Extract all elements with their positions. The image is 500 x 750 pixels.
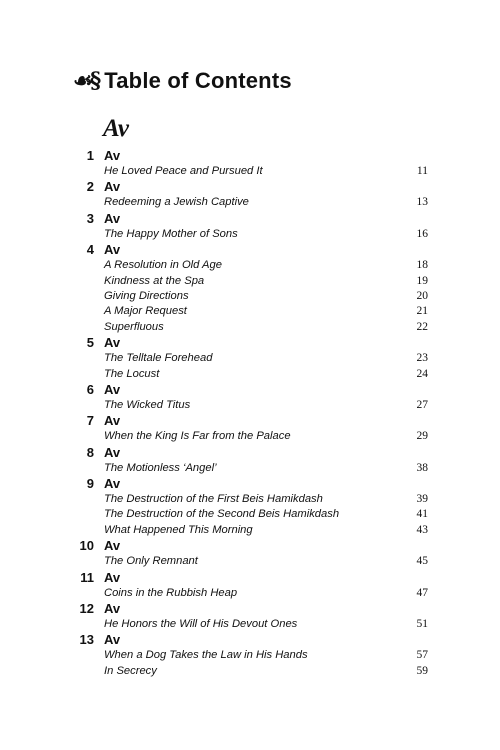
toc-entry[interactable] — [0, 554, 500, 569]
entry-title: When the King Is Far from the Palace — [104, 430, 291, 443]
entry-title: The Destruction of the First Beis Hamikdash — [104, 493, 323, 506]
day-month-label: Av — [104, 444, 121, 460]
entry-page-number: 24 — [416, 367, 428, 380]
toc-entry[interactable] — [0, 289, 500, 304]
entry-page-number: 21 — [416, 305, 428, 318]
entry-title: Giving Directions — [104, 289, 189, 302]
day-heading — [0, 211, 500, 227]
day-month-label: Av — [104, 179, 121, 195]
entry-title: The Motionless ‘Angel’ — [104, 461, 217, 474]
toc-entry[interactable] — [0, 320, 500, 335]
day-month-label: Av — [104, 210, 121, 226]
day-number: 10 — [79, 538, 94, 554]
day-heading — [0, 335, 500, 351]
toc-entry[interactable] — [0, 351, 500, 366]
day-month-label: Av — [104, 569, 121, 585]
toc-entry[interactable] — [0, 367, 500, 382]
day-number: 5 — [86, 335, 94, 351]
entry-page-number: 20 — [416, 289, 428, 302]
day-number: 11 — [80, 569, 94, 585]
entry-title: When a Dog Takes the Law in His Hands — [104, 649, 308, 662]
day-month-label: Av — [104, 476, 121, 492]
day-month-label: Av — [104, 148, 121, 163]
day-number: 9 — [86, 476, 94, 492]
entry-title: The Locust — [104, 367, 160, 380]
day-number: 8 — [86, 444, 94, 460]
day-month-label: Av — [104, 335, 121, 351]
day-number: 3 — [86, 210, 94, 226]
day-heading — [0, 570, 500, 586]
entry-title: He Loved Peace and Pursued It — [104, 165, 263, 177]
day-heading — [0, 413, 500, 429]
day-number: 6 — [86, 381, 94, 397]
day-heading — [0, 601, 500, 617]
entry-page-number: 43 — [416, 523, 428, 536]
entry-page-number: 29 — [416, 430, 428, 443]
entry-page-number: 47 — [416, 586, 428, 599]
toc-entry[interactable] — [0, 664, 500, 679]
entry-page-number: 18 — [416, 259, 428, 272]
toc-entry[interactable] — [0, 274, 500, 289]
toc-entry[interactable] — [0, 258, 500, 273]
entry-page-number: 13 — [416, 196, 428, 209]
page-header — [73, 70, 292, 92]
entry-page-number: 16 — [416, 227, 428, 240]
entry-page-number: 38 — [416, 461, 428, 474]
day-month-label: Av — [104, 242, 121, 258]
entry-title: Kindness at the Spa — [104, 274, 205, 287]
day-heading — [0, 242, 500, 258]
day-heading — [0, 538, 500, 554]
entry-title: The Wicked Titus — [104, 398, 191, 411]
day-month-label: Av — [104, 632, 121, 648]
entry-title: A Resolution in Old Age — [104, 259, 222, 272]
toc-entry[interactable] — [0, 461, 500, 476]
day-heading — [0, 148, 500, 164]
entry-title: Coins in the Rubbish Heap — [104, 586, 238, 599]
toc-entry[interactable] — [0, 492, 500, 507]
day-heading — [0, 476, 500, 492]
day-heading — [0, 632, 500, 648]
toc-entry[interactable] — [0, 398, 500, 413]
entry-page-number: 23 — [416, 352, 428, 365]
toc-entry[interactable] — [0, 617, 500, 632]
toc-entry[interactable] — [0, 304, 500, 319]
day-heading — [0, 382, 500, 398]
entry-page-number: 51 — [416, 618, 428, 631]
entry-page-number: 22 — [416, 320, 428, 333]
toc-entry[interactable] — [0, 164, 500, 179]
day-month-label: Av — [104, 601, 121, 617]
entry-title: Superfluous — [104, 320, 164, 333]
toc-entry[interactable] — [0, 195, 500, 210]
fleuron-ornament-icon: ☙§ — [73, 68, 99, 94]
day-number: 4 — [86, 242, 94, 258]
day-number: 12 — [79, 601, 94, 617]
entry-title: He Honors the Will of His Devout Ones — [104, 618, 298, 631]
entry-title: The Destruction of the Second Beis Hamikdash — [104, 508, 340, 521]
entry-page-number: 57 — [416, 649, 428, 662]
day-number: 2 — [86, 179, 94, 195]
toc-entry[interactable] — [0, 586, 500, 601]
day-number: 1 — [86, 148, 94, 163]
entry-page-number: 45 — [416, 555, 428, 568]
toc-entry[interactable] — [0, 429, 500, 444]
entry-title: In Secrecy — [104, 664, 157, 677]
day-number: 13 — [79, 632, 94, 648]
entry-page-number: 59 — [416, 664, 428, 677]
page-title: Table of Contents — [104, 68, 292, 93]
toc-entry[interactable] — [0, 507, 500, 522]
entry-title: The Happy Mother of Sons — [104, 227, 238, 240]
entry-title: The Telltale Forehead — [104, 352, 213, 365]
entry-page-number: 41 — [416, 508, 428, 521]
day-month-label: Av — [104, 413, 121, 429]
entry-page-number: 39 — [416, 493, 428, 506]
entry-title: The Only Remnant — [104, 555, 198, 568]
toc-entry[interactable] — [0, 648, 500, 663]
entry-title: A Major Request — [104, 305, 187, 318]
day-heading — [0, 179, 500, 195]
entry-title: What Happened This Morning — [104, 523, 253, 536]
day-number: 7 — [86, 413, 94, 429]
entry-page-number: 11 — [416, 165, 428, 177]
table-of-contents — [0, 148, 500, 679]
day-month-label: Av — [104, 381, 121, 397]
day-month-label: Av — [104, 538, 121, 554]
section-title: Av — [103, 115, 129, 142]
toc-entry[interactable] — [0, 523, 500, 538]
entry-title: Redeeming a Jewish Captive — [104, 196, 249, 209]
day-heading — [0, 445, 500, 461]
entry-page-number: 19 — [416, 274, 428, 287]
toc-entry[interactable] — [0, 227, 500, 242]
entry-page-number: 27 — [416, 398, 428, 411]
